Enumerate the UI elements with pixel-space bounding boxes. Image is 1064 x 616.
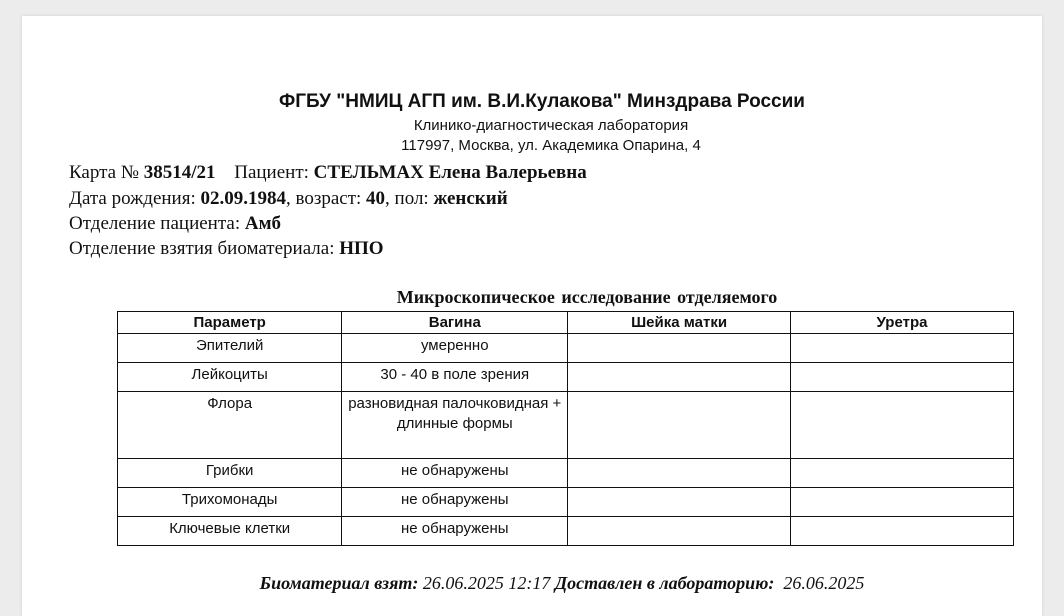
lab-name: Клинико-диагностическая лаборатория — [413, 117, 689, 134]
cell-parameter: Грибки — [118, 459, 342, 488]
cell-cervix — [568, 488, 791, 517]
patient-label: Пациент: — [234, 162, 309, 183]
cell-vagina: не обнаружены — [342, 517, 568, 546]
results-table — [117, 311, 1014, 546]
age-value: 40 — [366, 188, 386, 209]
lab-address: 117997, Москва, ул. Академика Опарина, 4 — [401, 137, 701, 154]
card-number: 38514/21 — [143, 162, 216, 183]
cell-vagina: не обнаружены — [342, 459, 568, 488]
age-label: возраст: — [295, 188, 362, 209]
cell-parameter: Трихомонады — [118, 488, 342, 517]
dob-value: 02.09.1984 — [200, 188, 286, 209]
header-vagina: Вагина — [342, 312, 568, 334]
table-row — [118, 488, 1014, 517]
cell-vagina: не обнаружены — [342, 488, 568, 517]
dob-line: Дата рождения: 02.09.1984, возраст: 40, пол: женский — [69, 188, 508, 209]
cell-vagina: 30 - 40 в поле зрения — [342, 363, 568, 392]
sex-value: женский — [433, 188, 508, 209]
patient-name: СТЕЛЬМАХ Елена Валерьевна — [313, 162, 587, 183]
sample-dates-line — [22, 573, 1042, 594]
cell-urethra — [791, 363, 1014, 392]
cell-cervix — [568, 363, 791, 392]
delivered-value: 26.06.2025 — [783, 573, 865, 593]
taken-label: Биоматериал взят: — [259, 573, 419, 593]
document-page — [22, 16, 1042, 616]
header-cervix: Шейка матки — [568, 312, 791, 334]
cell-cervix — [568, 392, 791, 459]
cell-urethra — [791, 517, 1014, 546]
card-patient-line — [69, 162, 587, 184]
cell-cervix — [568, 334, 791, 363]
table-row — [118, 459, 1014, 488]
sex-label: пол: — [394, 188, 429, 209]
table-row — [118, 392, 1014, 459]
card-label: Карта № — [69, 162, 139, 183]
cell-urethra — [791, 334, 1014, 363]
cell-cervix — [568, 517, 791, 546]
table-header-row — [118, 312, 1014, 334]
dept-label: Отделение пациента: — [69, 213, 241, 234]
taken-value: 26.06.2025 12:17 — [422, 573, 551, 593]
header-parameter: Параметр — [118, 312, 342, 334]
cell-vagina: разновидная палочковидная + длинные формы — [342, 392, 568, 459]
cell-cervix — [568, 459, 791, 488]
table-title: Микроскопическое исследование отделяемого — [396, 287, 778, 307]
bio-dept-label: Отделение взятия биоматериала: — [69, 238, 335, 259]
cell-parameter: Эпителий — [118, 334, 342, 363]
header-urethra: Уретра — [791, 312, 1014, 334]
table-row — [118, 334, 1014, 363]
cell-parameter: Ключевые клетки — [118, 517, 342, 546]
cell-urethra — [791, 392, 1014, 459]
cell-parameter: Лейкоциты — [118, 363, 342, 392]
organization-title: ФГБУ "НМИЦ АГП им. В.И.Кулакова" Минздрава России — [279, 91, 805, 112]
bio-dept-value: НПО — [339, 238, 384, 259]
table-row — [118, 363, 1014, 392]
biomaterial-department-line — [69, 238, 384, 260]
patient-department-line — [69, 213, 281, 235]
cell-parameter: Флора — [118, 392, 342, 459]
dob-label: Дата рождения: — [69, 188, 196, 209]
cell-urethra — [791, 488, 1014, 517]
dept-value: Амб — [244, 213, 282, 234]
delivered-label: Доставлен в лабораторию: — [554, 573, 775, 593]
cell-urethra — [791, 459, 1014, 488]
table-row — [118, 517, 1014, 546]
cell-vagina: умеренно — [342, 334, 568, 363]
